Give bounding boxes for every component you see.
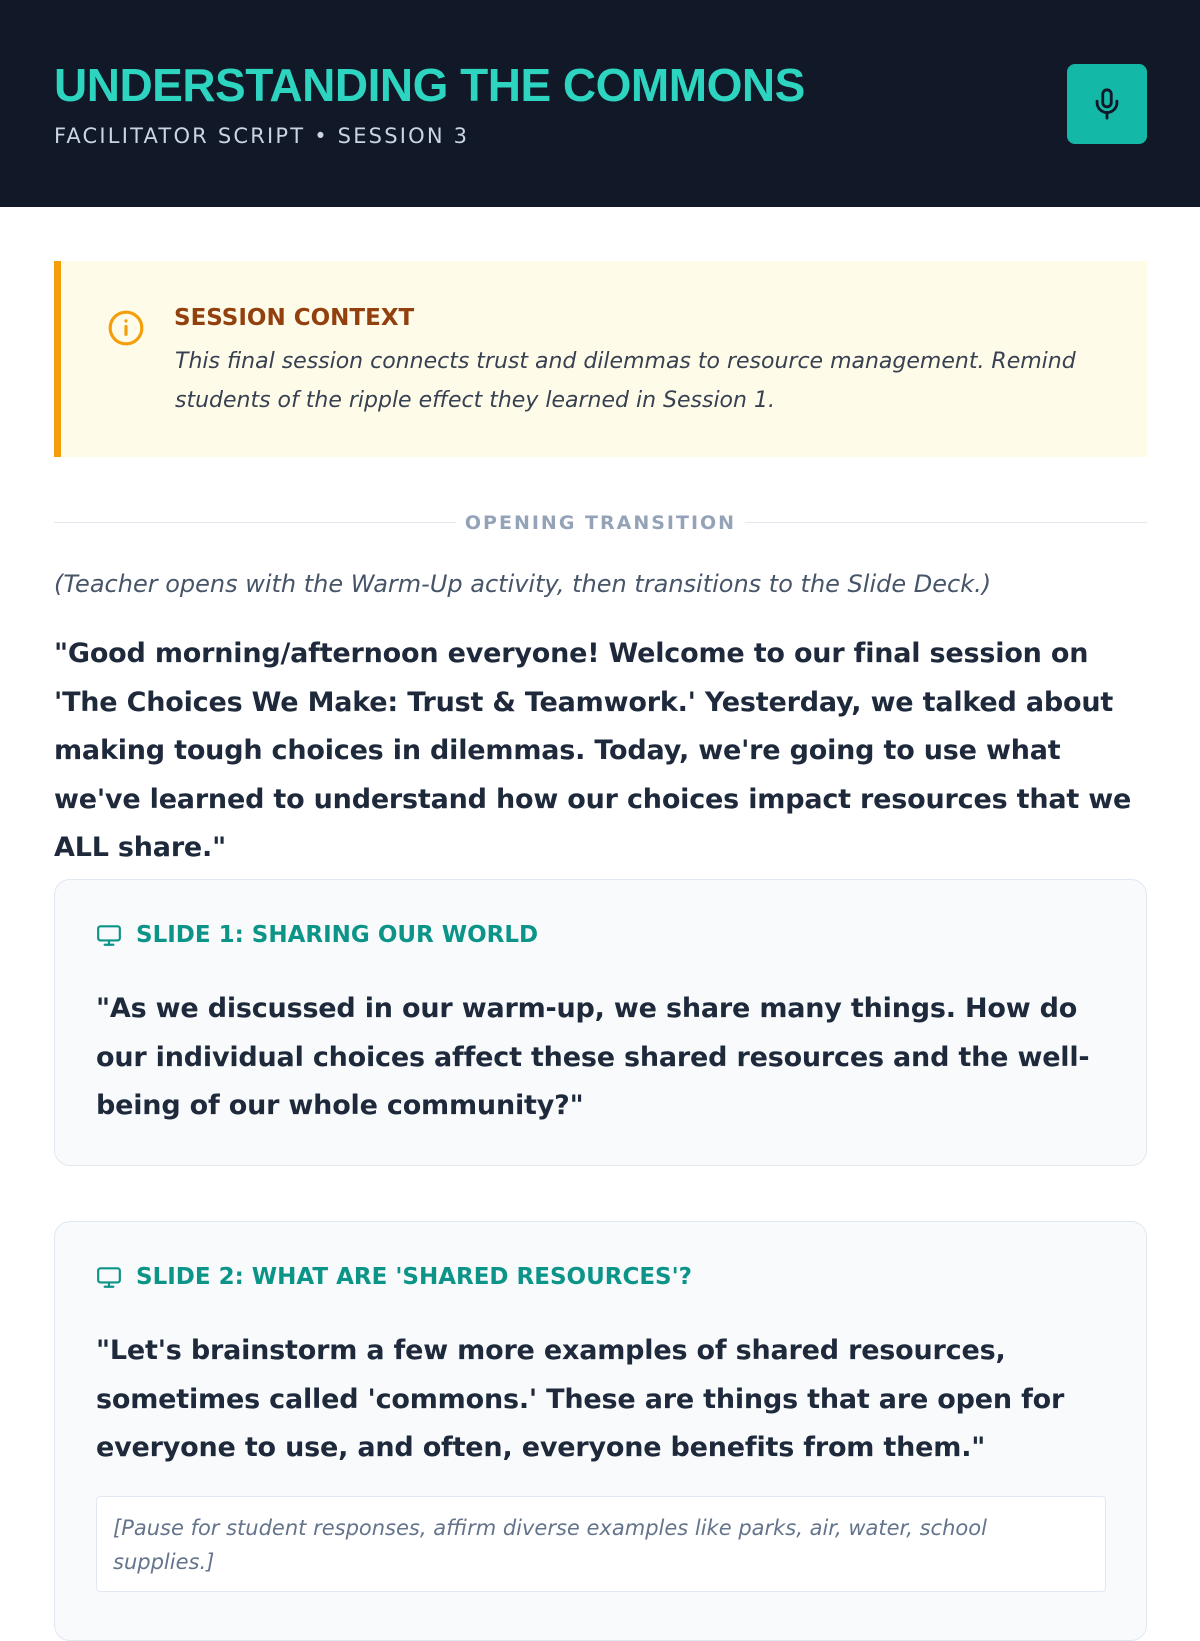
stage-direction: (Teacher opens with the Warm-Up activity, then transitions to the Slide Deck.) bbox=[54, 570, 992, 598]
divider-line-right bbox=[745, 522, 1147, 523]
page-subtitle: FACILITATOR SCRIPT • SESSION 3 bbox=[54, 124, 470, 148]
section-divider bbox=[54, 509, 1147, 537]
slide-title: SLIDE 2: WHAT ARE 'SHARED RESOURCES'? bbox=[136, 1264, 692, 1290]
section-label: OPENING TRANSITION bbox=[464, 512, 737, 534]
session-context-title: SESSION CONTEXT bbox=[174, 305, 415, 331]
page-title: UNDERSTANDING THE COMMONS bbox=[54, 59, 805, 111]
slide-quote: "Let's brainstorm a few more examples of shared resources, sometimes called 'commons.' These are things that are open for everyone to use, and often, everyone benefits from them." bbox=[96, 1335, 1065, 1463]
facilitator-note: [Pause for student responses, affirm diverse examples like parks, air, water, school supplies.] bbox=[96, 1496, 1106, 1592]
slide-heading bbox=[96, 1262, 692, 1292]
slide-card-1 bbox=[54, 879, 1147, 1166]
microphone-icon bbox=[1090, 87, 1124, 121]
slide-title: SLIDE 1: SHARING OUR WORLD bbox=[136, 922, 539, 948]
opening-quote: "Good morning/afternoon everyone! Welcome to our final session on 'The Choices We Make: Trust & Teamwork.' Yesterday, we talked about making tough choices in dilemmas. Today, we're going to use what we've learned to understand how our choices impact resources that we ALL share." bbox=[54, 638, 1132, 863]
page-header bbox=[0, 0, 1200, 207]
info-icon bbox=[107, 309, 145, 347]
session-context-callout bbox=[54, 261, 1147, 457]
slide-card-2 bbox=[54, 1221, 1147, 1641]
presentation-icon bbox=[96, 922, 122, 948]
slide-quote: "As we discussed in our warm-up, we share many things. How do our individual choices affect these shared resources and the well-being of our whole community?" bbox=[96, 993, 1090, 1121]
microphone-button[interactable] bbox=[1067, 64, 1147, 144]
presentation-icon bbox=[96, 1264, 122, 1290]
session-context-text: This final session connects trust and dilemmas to resource management. Remind students of the ripple effect they learned in Session 1. bbox=[175, 349, 1076, 413]
slide-heading bbox=[96, 920, 538, 950]
